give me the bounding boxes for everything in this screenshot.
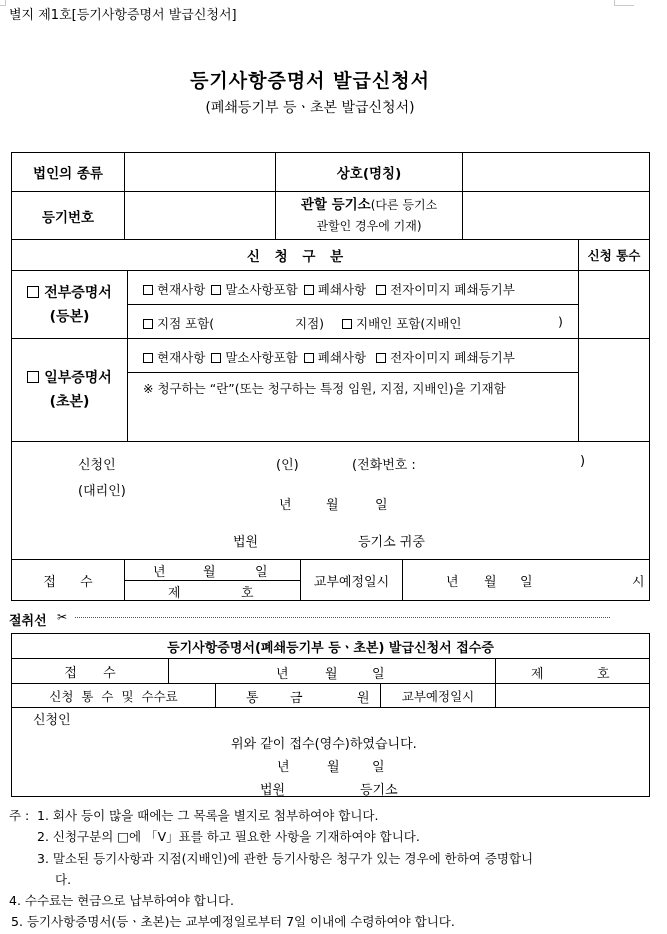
partial-certificate-copies-field[interactable] [579, 339, 649, 441]
receipt-slip-month: 월 [325, 667, 338, 682]
table-border [649, 633, 650, 797]
full-certificate-branch-row [143, 314, 214, 332]
copies-fee-label: 신청 통 수 및 수수료 [49, 688, 178, 704]
page-corner-mark-right [614, 0, 634, 6]
full-closed-option[interactable]: 폐쇄사항 [304, 280, 366, 298]
full-certificate-label: 전부증명서 [44, 284, 112, 301]
phone-label: (전화번호 : [352, 458, 416, 473]
receipt-slip-label: 접 수 [64, 665, 116, 681]
receipt-date-year-2: 년 [277, 760, 290, 775]
corp-type-label: 법인의 종류 [33, 166, 103, 182]
full-current-option[interactable]: 현재사항 [143, 280, 205, 298]
notes-prefix: 주 : [9, 808, 30, 823]
full-certificate-sublabel: (등본) [49, 308, 90, 325]
manager-suffix: ) [558, 314, 563, 329]
partial-certificate-option[interactable] [12, 339, 127, 441]
receipt-label: 접 수 [43, 574, 93, 590]
branch-include-option[interactable]: 지점 포함( [143, 316, 214, 331]
note-1: 1. 회사 등이 많을 때에는 그 목록을 별지로 첨부하여야 합니다. [37, 808, 379, 823]
receipt-slip-day: 일 [372, 667, 385, 682]
request-type-header: 신 청 구 분 [246, 249, 344, 265]
table-border [11, 707, 650, 708]
table-border [11, 441, 650, 442]
receipt-number-suffix: 호 [241, 586, 254, 601]
table-border [649, 152, 650, 601]
partial-certificate-detail-field[interactable] [135, 398, 575, 438]
note-3: 3. 말소된 등기사항과 지점(지배인)에 관한 등기사항은 청구가 있는 경우에 한하여 증명합니 [37, 851, 534, 866]
delivery-schedule-label: 교부예정일시 [313, 574, 390, 590]
note-4: 4. 수수료는 현금으로 납부하여야 합니다. [9, 893, 234, 908]
branch-suffix: 지점) [295, 316, 325, 331]
full-certificate-option[interactable] [12, 271, 127, 338]
partial-certificate-instruction: ※ 청구하는 “란”(또는 청구하는 특정 임원, 지점, 지배인)을 기재함 [143, 381, 506, 396]
jurisdiction-label [276, 192, 462, 239]
table-border [127, 270, 128, 441]
partial-cancelled-option[interactable]: 말소사항포함 [211, 348, 297, 366]
form-number-label: 별지 제1호[등기사항증명서 발급신청서] [9, 8, 237, 23]
copies-unit: 통 [246, 691, 259, 706]
cut-line [75, 617, 610, 618]
manager-include-option[interactable]: 지배인 포함(지배인 [342, 314, 461, 332]
table-border [127, 304, 578, 305]
jurisdiction-label-main: 관할 등기소 [300, 197, 371, 213]
application-date-day: 일 [375, 498, 388, 513]
registry-office-label: 등기소 귀중 [358, 535, 425, 550]
note-5: 5. 등기사항증명서(등ㆍ초본)는 교부예정일로부터 7일 이내에 수령하여야 합니다. [11, 914, 455, 929]
jurisdiction-field[interactable] [463, 192, 649, 239]
applicant-label: 신청인 [78, 458, 116, 473]
partial-closed-option[interactable]: 폐쇄사항 [304, 348, 366, 366]
application-date-month: 월 [326, 498, 339, 513]
receipt-applicant-label: 신청인 [33, 713, 71, 728]
trade-name-label: 상호(명칭) [336, 166, 402, 182]
checkbox[interactable] [304, 353, 314, 363]
delivery-year: 년 [446, 575, 459, 590]
delivery-month: 월 [484, 575, 497, 590]
receipt-slip-year: 년 [276, 667, 289, 682]
full-certificate-copies-field[interactable] [579, 271, 649, 338]
table-border [124, 580, 300, 581]
table-border [127, 372, 578, 373]
receipt-number-prefix: 제 [168, 586, 181, 601]
receipt-delivery-field[interactable] [496, 684, 649, 707]
registration-number-label: 등기번호 [41, 209, 95, 226]
document-subtitle: (폐쇄등기부 등ㆍ초본 발급신청서) [205, 100, 415, 116]
checkbox[interactable] [342, 319, 352, 329]
phone-field[interactable] [440, 452, 575, 470]
table-border [168, 658, 169, 683]
receipt-delivery-label: 교부예정일시 [401, 688, 475, 704]
won-unit: 원 [357, 691, 370, 706]
application-date-year: 년 [279, 498, 292, 513]
delivery-hour: 시 [632, 575, 645, 590]
manager-name-field[interactable] [480, 314, 555, 330]
receipt-date-month-2: 월 [327, 760, 340, 775]
receipt-date-year: 년 [153, 565, 166, 580]
table-border [11, 796, 650, 797]
checkbox[interactable] [304, 285, 314, 295]
receipt-court-label: 법원 [260, 783, 286, 798]
phone-close: ) [580, 454, 586, 469]
receipt-date-day-2: 일 [372, 760, 385, 775]
table-border [124, 559, 125, 600]
table-border [215, 683, 216, 707]
partial-certificate-options-row [143, 348, 521, 366]
proxy-label: (대리인) [78, 484, 126, 499]
cut-line-label: 절취선 [9, 614, 47, 629]
seal-mark: (인) [276, 458, 299, 473]
partial-electronic-image-option[interactable]: 전자이미지 폐쇄등기부 [376, 348, 515, 366]
page-corner-mark-left [0, 0, 6, 6]
document-title: 등기사항증명서 발급신청서 [190, 70, 430, 92]
checkbox[interactable] [143, 353, 153, 363]
receipt-slip-number-suffix: 호 [597, 667, 610, 682]
checkbox[interactable] [376, 353, 386, 363]
checkbox[interactable] [143, 285, 153, 295]
copies-header: 신청 통수 [587, 248, 641, 263]
delivery-day: 일 [520, 575, 533, 590]
receipt-date-day: 일 [255, 565, 268, 580]
jurisdiction-label-note: (다른 등기소 [370, 198, 438, 212]
full-electronic-image-option[interactable]: 전자이미지 폐쇄등기부 [376, 280, 515, 298]
table-border [11, 600, 650, 601]
court-label: 법원 [233, 535, 259, 550]
jurisdiction-label-note-2: 관할인 경우에 기재) [316, 219, 422, 233]
note-2: 2. 신청구분의 □에 「V」표를 하고 필요한 사항을 기재하여야 합니다. [37, 829, 420, 844]
receipt-registry-label: 등기소 [360, 783, 398, 798]
checkbox[interactable] [211, 285, 221, 295]
partial-certificate-sublabel: (초본) [49, 394, 90, 410]
receipt-confirm-text: 위와 같이 접수(영수)하였습니다. [231, 737, 417, 752]
scissors-icon: ✂ [57, 610, 68, 624]
full-certificate-checkbox[interactable] [27, 286, 39, 298]
receipt-slip-title: 등기사항증명서(폐쇄등기부 등ㆍ초본) 발급신청서 접수증 [167, 640, 494, 656]
table-border [402, 559, 403, 600]
receipt-slip-number-prefix: 제 [531, 667, 544, 682]
fee-unit: 금 [290, 691, 303, 706]
partial-certificate-checkbox[interactable] [27, 371, 39, 383]
receipt-date-month: 월 [203, 565, 216, 580]
checkbox[interactable] [376, 285, 386, 295]
branch-name-field[interactable] [233, 314, 293, 330]
partial-current-option[interactable]: 현재사항 [143, 348, 205, 366]
full-certificate-options-row [143, 280, 521, 298]
full-cancelled-option[interactable]: 말소사항포함 [211, 280, 297, 298]
partial-certificate-label: 일부증명서 [44, 370, 112, 386]
checkbox[interactable] [143, 319, 153, 329]
registration-number-field[interactable] [125, 192, 275, 239]
trade-name-field[interactable] [463, 153, 649, 191]
checkbox[interactable] [211, 353, 221, 363]
corp-type-field[interactable] [125, 153, 275, 191]
applicant-name-field[interactable] [140, 452, 270, 470]
note-3-continued: 다. [55, 872, 72, 887]
